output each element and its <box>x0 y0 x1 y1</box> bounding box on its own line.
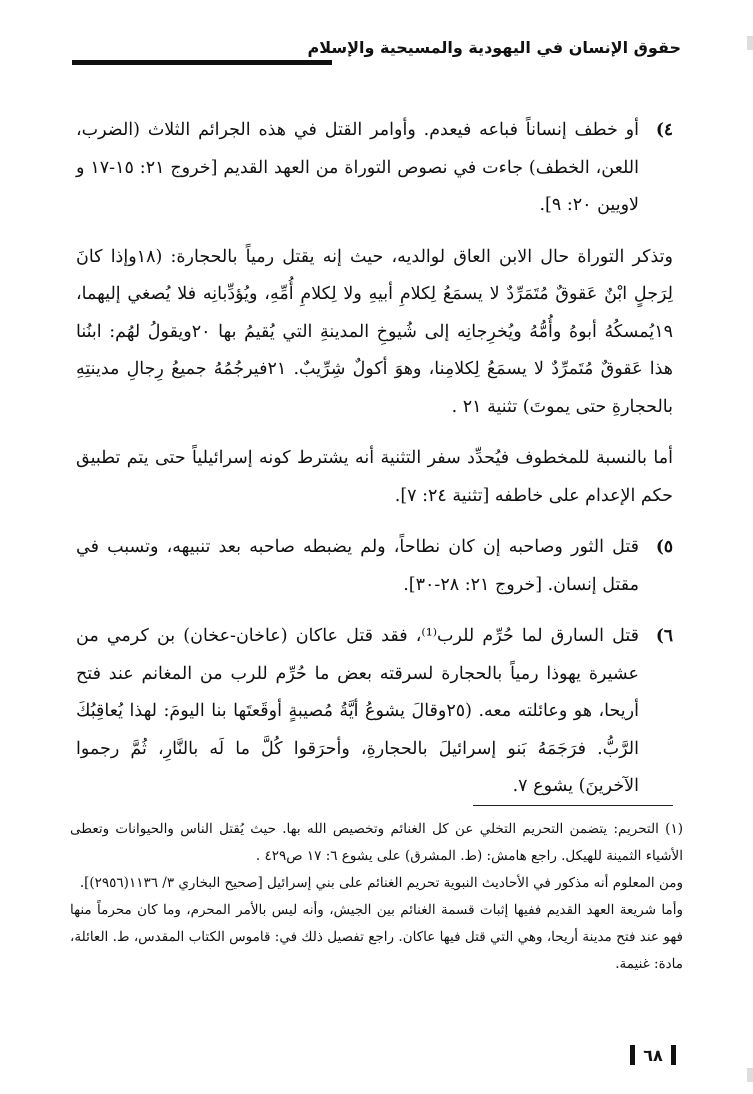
item-text: قتل الثور وصاحبه إن كان نطاحاً، ولم يضبطه صاحبه بعد تنبيهه، وتسبب في مقتل إنسان. [خروج ٢١: ٢٨-٣٠]. <box>76 537 639 595</box>
paragraph: أما بالنسبة للمخطوف فيُحدِّد سفر التثنية أنه يشترط كونه إسرائيلياً حتى يتم تطبيق حكم الإعدام على خاطفه [تثنية ٢٤: ٧]. <box>76 448 673 506</box>
page-number <box>630 1042 676 1068</box>
list-item-5 <box>76 529 673 604</box>
page-number-bar <box>630 1045 635 1065</box>
item-number: ٦) <box>655 626 673 646</box>
item-text: قتل السارق لما حُرِّم للرب⁽¹⁾، فقد قتل عاكان (عاخان-عخان) بن كرمي من عشيرة يهوذا رمياً بالحجارة لسرقته بعض ما حُرِّم للرب من المغانم عند فتح أريحا، هو وعائلته معه. (٢٥وقالَ يشوعُ أيَّةُ مُصيبةٍ أوقَعتَها بنا اليومَ: لهذا يُعاقِبُكَ الرَّبُّ. فرَجَمَهُ بَنو إسرائيلَ بالحجارةِ، وأحرَقوا كُلَّ ما لَه بالنَّارِ، ثُمَّ رجموا الآخرينَ) يشوع ٧. <box>76 626 640 796</box>
footnote: (١) التحريم: يتضمن التحريم التخلي عن كل الغنائم وتخصيص الله بها. حيث يُقتل الناس والحيوانات وتعطى الأشياء الثمينة للهيكل. راجع هامش: (ط. المشرق) على يشوع ٦: ١٧ ص٤٢٩ . <box>70 821 683 864</box>
item-number: ٥) <box>655 537 673 557</box>
page-number-label: ٦٨ <box>643 1045 663 1065</box>
list-item-4 <box>76 112 673 225</box>
edge-mark <box>747 1068 753 1082</box>
header-title: حقوق الإنسان في اليهودية والمسيحية والإسلام <box>307 38 681 57</box>
footnote: ومن المعلوم أنه مذكور في الأحاديث النبوية تحريم الغنائم على بني إسرائيل [صحيح البخاري ٣/ ١١٣٦(٢٩٥٦)]. <box>79 875 683 891</box>
main-content <box>76 112 673 820</box>
list-item-6 <box>76 618 673 806</box>
footnote: وأما شريعة العهد القديم ففيها إثبات قسمة الغنائم بين الجيش، وأنه ليس بالأمر المحرم، وما كان محرماً منها فهو عند فتح مدينة أريحا، وهي التي قتل فيها عاكان. راجع تفصيل ذلك في: قاموس الكتاب المقدس، ط. العائلة، مادة: غنيمة. <box>70 902 683 972</box>
item-text: أو خطف إنساناً فباعه فيعدم. وأوامر القتل في هذه الجرائم الثلاث (الضرب، اللعن، الخطف) جاءت في نصوص التوراة من العهد القديم [خروج ٢١: ١٥-١٧ و لاويين ٢٠: ٩]. <box>76 120 639 215</box>
item-number: ٤) <box>655 120 673 140</box>
running-header <box>72 38 681 72</box>
footnote-separator <box>473 805 673 806</box>
page-number-bar <box>671 1045 676 1065</box>
header-rule <box>72 60 332 65</box>
footnotes <box>70 816 683 978</box>
edge-mark <box>747 36 753 50</box>
paragraph: وتذكر التوراة حال الابن العاق لوالديه، حيث إنه يقتل رمياً بالحجارة: (١٨وإذا كانَ لِرَجلٍ ابْنٌ عَقوقٌ مُتَمَرِّدٌ لا يسمَعُ لِكلامِ أبيهِ ولا لِكلامِ أُمِّهِ، ويُؤدِّبانِه فلا يُصغي إليهما، ١٩يُمسكُهُ أبوهُ وأُمُّهُ ويُخرِجانِه إلى شُيوخِ المدينةِ التي يُقيمُ بها ٢٠ويقولُ لهُم: ابنُنا هذا عَقوقٌ مُتَمرِّدٌ لا يسمَعُ لِكلامِنا، وهوَ أكولٌ شِرِّيبٌ. ٢١فيرجُمُهُ جميعُ رِجالِ مدينتِهِ بالحجارةِ حتى يموتَ) تثنية ٢١ . <box>76 246 674 417</box>
